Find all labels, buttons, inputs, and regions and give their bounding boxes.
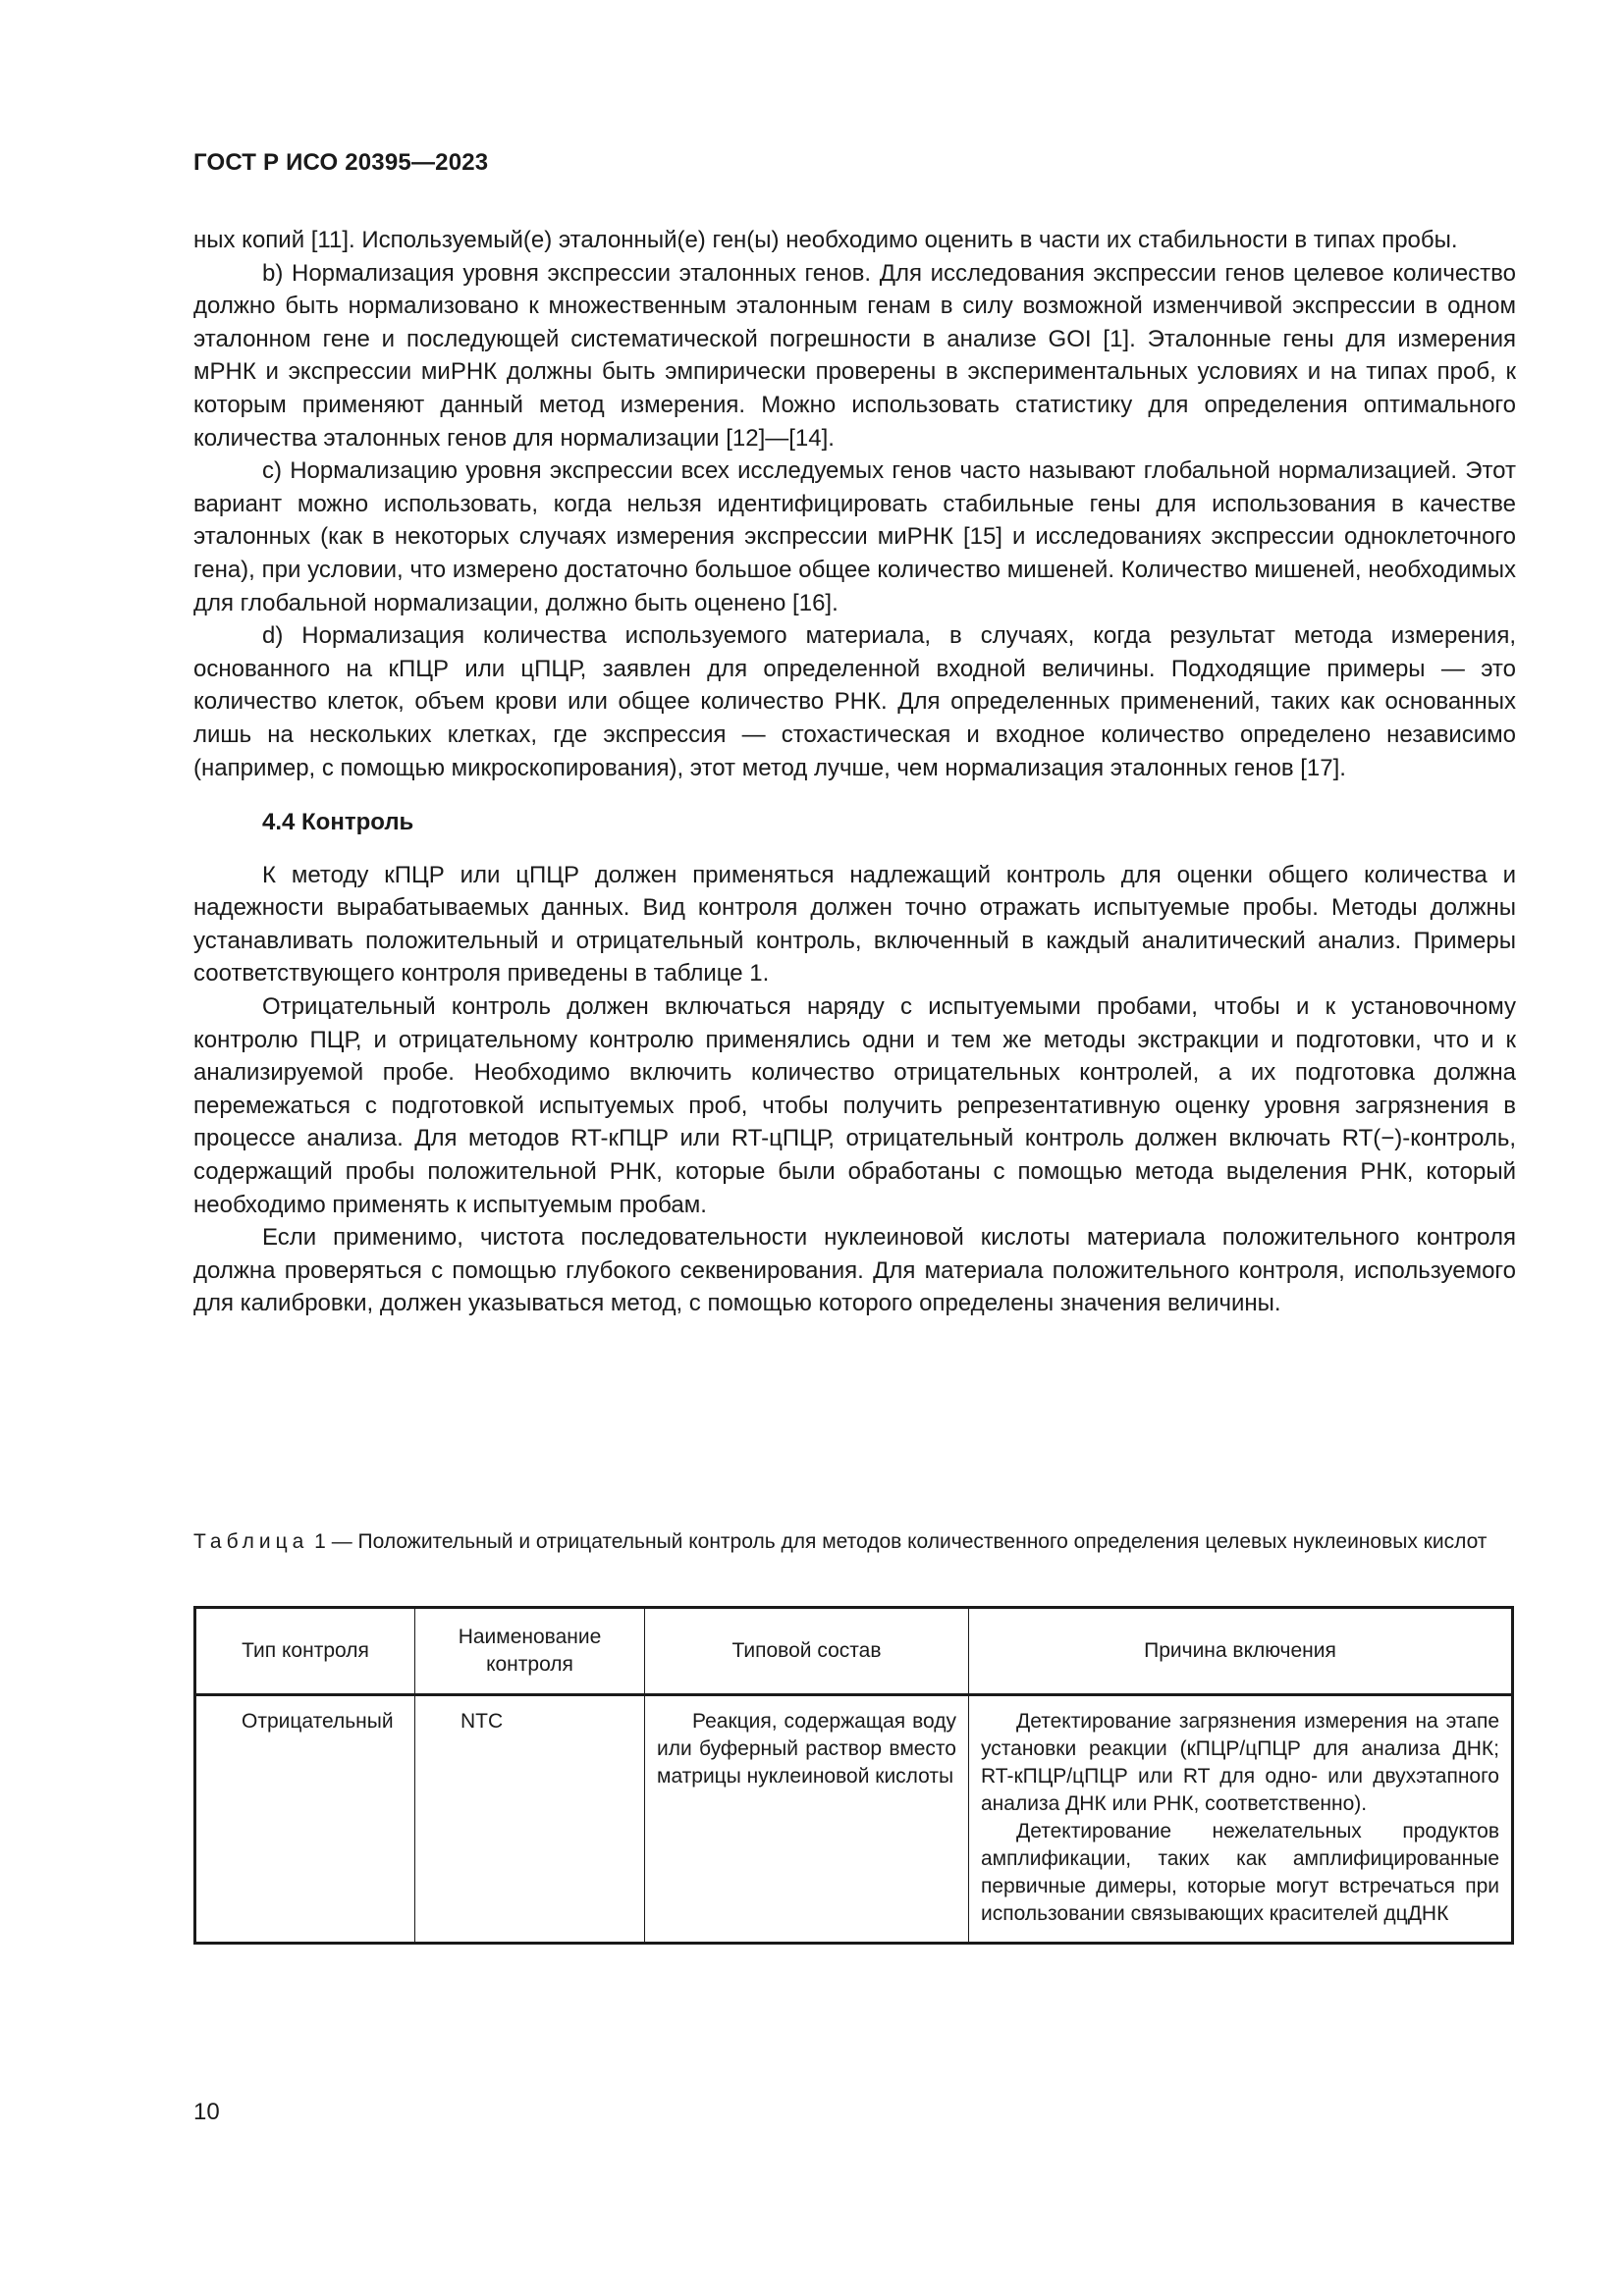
table-header-composition: Типовой состав [645, 1608, 969, 1695]
section-paragraph-3: Если применимо, чистота последовательности нуклеиновой кислоты материала положительного контроля должна проверяться с помощью глубокого секвенирования. Для материала положительного контроля, используемого для калибровки, должен указываться метод, с помощью которого определены значения величины. [193, 1224, 1516, 1317]
reason-paragraph-1: Детектирование загрязнения измерения на этапе установки реакции (кПЦР/цПЦР для анализа ДНК; RT-кПЦР/цПЦР или RT для одно- или двухэтапного анализа ДНК или РНК, соответственно). [981, 1710, 1499, 1815]
cell-reason [969, 1695, 1513, 1944]
table-header-type: Тип контроля [195, 1608, 415, 1695]
composition-text: Реакция, содержащая воду или буферный раствор вместо матрицы нуклеиновой кислоты [657, 1710, 956, 1788]
cell-composition [645, 1695, 969, 1944]
body-text [193, 224, 1516, 1320]
paragraph-item-d: d) Нормализация количества используемого материала, в случаях, когда результат метода измерения, основанного на кПЦР или цПЦР, заявлен для определенной входной величины. Подходящие примеры — это количество клеток, объем крови или общее количество РНК. Для определенных применений, таких как основанных лишь на нескольких клетках, где экспрессия — стохастическая и входное количество определено независимо (например, с помощью микроскопирования), этот метод лучше, чем нормализация эталонных генов [17]. [193, 622, 1516, 781]
table-caption-label: Таблица [193, 1530, 309, 1553]
table-caption-text: 1 — Положительный и отрицательный контроль для методов количественного определения целевых нуклеиновых кислот [308, 1530, 1488, 1553]
paragraph-item-c: c) Нормализацию уровня экспрессии всех исследуемых генов часто называют глобальной нормализацией. Этот вариант можно использовать, когда нельзя идентифицировать стабильные гены для использования в качестве эталонных (как в некоторых случаях измерения экспрессии миРНК [15] и исследованиях экспрессии одноклеточного гена), при условии, что измерено достаточно большое общее количество мишеней. Количество мишеней, необходимых для глобальной нормализации, должно быть оценено [16]. [193, 457, 1516, 616]
cell-control-type: Отрицательный [195, 1695, 415, 1944]
page-number: 10 [193, 2099, 220, 2125]
table-header-row [195, 1608, 1513, 1695]
document-header: ГОСТ Р ИСО 20395—2023 [193, 149, 489, 176]
paragraph-continuation: ных копий [11]. Используемый(е) эталонный(е) ген(ы) необходимо оценить в части их стабильности в типах пробы. [193, 227, 1458, 253]
table-header-reason: Причина включения [969, 1608, 1513, 1695]
paragraph-item-b: b) Нормализация уровня экспрессии эталонных генов. Для исследования экспрессии генов целевое количество должно быть нормализовано к множественным эталонным генам в силу возможной изменчивой экспрессии в одном эталонном гене и последующей систематической погрешности в анализе GOI [1]. Эталонные гены для измерения мРНК и экспрессии миРНК должны быть эмпирически проверены в экспериментальных условиях и на типах проб, к которым применяют данный метод измерения. Можно использовать статистику для определения оптимального количества эталонных генов для нормализации [12]—[14]. [193, 259, 1516, 452]
section-paragraph-1: К методу кПЦР или цПЦР должен применяться надлежащий контроль для оценки общего количества и надежности вырабатываемых данных. Вид контроля должен точно отражать испытуемые пробы. Методы должны устанавливать положительный и отрицательный контроль, включенный в каждый аналитический анализ. Примеры соответствующего контроля приведены в таблице 1. [193, 861, 1516, 988]
table-caption [193, 1528, 1516, 1556]
section-heading: 4.4 Контроль [262, 809, 414, 836]
cell-control-name: NTC [415, 1695, 645, 1944]
table-row [195, 1695, 1513, 1944]
section-paragraph-2: Отрицательный контроль должен включаться наряду с испытуемыми пробами, чтобы и к установочному контролю ПЦР, и отрицательному контролю применялись одни и тем же методы экстракции и подготовки, что и к анализируемой пробе. Необходимо включить количество отрицательных контролей, а их подготовка должна перемежаться с подготовкой испытуемых проб, чтобы получить репрезентативную оценку уровня загрязнения в процессе анализа. Для методов RT-кПЦР или RT-цПЦР, отрицательный контроль должен включать RT(−)-контроль, содержащий пробы положительной РНК, которые были обработаны с помощью метода выделения РНК, который необходимо применять к испытуемым пробам. [193, 993, 1516, 1218]
table-header-name: Наименование контроля [415, 1608, 645, 1695]
reason-paragraph-2: Детектирование нежелательных продуктов амплификации, таких как амплифицированные первичные димеры, которые могут встречаться при использовании связывающих красителей дцДНК [981, 1820, 1499, 1925]
control-table [193, 1606, 1514, 1945]
